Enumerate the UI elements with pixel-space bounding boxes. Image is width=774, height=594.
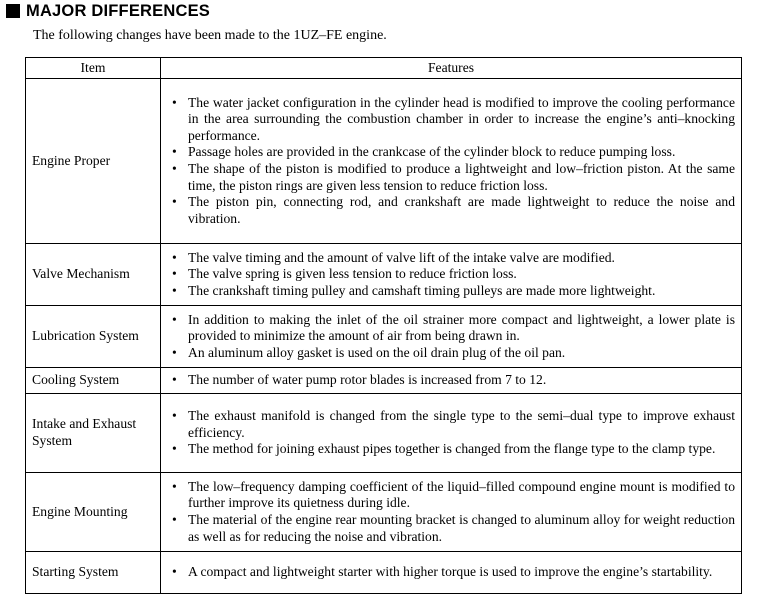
- item-cell: Cooling System: [26, 368, 161, 394]
- item-cell: Lubrication System: [26, 306, 161, 368]
- list-item: • The piston pin, connecting rod, and crankshaft are made lightweight to reduce the noise and vibration.: [161, 194, 735, 227]
- feature-list: [161, 564, 735, 581]
- feature-list: [161, 479, 735, 545]
- list-item: • The valve spring is given less tension to reduce friction loss.: [161, 266, 735, 283]
- differences-table: [25, 57, 742, 594]
- features-cell: [161, 244, 742, 306]
- table-header-row: [26, 58, 742, 79]
- feature-list: [161, 408, 735, 458]
- list-item: • The number of water pump rotor blades is increased from 7 to 12.: [161, 372, 735, 389]
- list-item: • The method for joining exhaust pipes together is changed from the flange type to the clamp type.: [161, 441, 735, 458]
- list-item: • The exhaust manifold is changed from the single type to the semi–dual type to improve exhaust efficiency.: [161, 408, 735, 441]
- list-item: • Passage holes are provided in the crankcase of the cylinder block to reduce pumping loss.: [161, 144, 735, 161]
- item-cell: Valve Mechanism: [26, 244, 161, 306]
- header-features: Features: [161, 58, 742, 79]
- table-row: [26, 244, 742, 306]
- list-item: • An aluminum alloy gasket is used on the oil drain plug of the oil pan.: [161, 345, 735, 362]
- item-cell: Engine Proper: [26, 79, 161, 244]
- feature-list: [161, 312, 735, 362]
- list-item: • The valve timing and the amount of valve lift of the intake valve are modified.: [161, 250, 735, 267]
- features-cell: [161, 306, 742, 368]
- list-item: • The shape of the piston is modified to produce a lightweight and low–friction piston. At the same time, the piston rings are given less tension to reduce friction loss.: [161, 161, 735, 194]
- item-cell: Starting System: [26, 552, 161, 594]
- list-item: • The crankshaft timing pulley and camshaft timing pulleys are made more lightweight.: [161, 283, 735, 300]
- item-cell: Engine Mounting: [26, 473, 161, 552]
- table-row: [26, 394, 742, 473]
- feature-list: [161, 250, 735, 300]
- table-row: [26, 368, 742, 394]
- list-item: • The water jacket configuration in the cylinder head is modified to improve the cooling performance in the area surrounding the combustion chamber in order to increase the engine’s anti–knocking performance.: [161, 95, 735, 145]
- table-row: [26, 79, 742, 244]
- list-item: • A compact and lightweight starter with higher torque is used to improve the engine’s startability.: [161, 564, 735, 581]
- square-bullet-icon: [6, 4, 20, 18]
- features-cell: [161, 473, 742, 552]
- header-item: Item: [26, 58, 161, 79]
- item-cell: Intake and Exhaust System: [26, 394, 161, 473]
- section-title: MAJOR DIFFERENCES: [26, 1, 210, 20]
- list-item: • In addition to making the inlet of the oil strainer more compact and lightweight, a lower plate is provided to minimize the amount of air from being drawn in.: [161, 312, 735, 345]
- features-cell: [161, 552, 742, 594]
- list-item: • The material of the engine rear mounting bracket is changed to aluminum alloy for weight reduction as well as for reducing the noise and vibration.: [161, 512, 735, 545]
- table-row: [26, 552, 742, 594]
- features-cell: [161, 368, 742, 394]
- table-row: [26, 473, 742, 552]
- feature-list: [161, 372, 735, 389]
- table-row: [26, 306, 742, 368]
- intro-text: The following changes have been made to the 1UZ–FE engine.: [33, 28, 387, 43]
- features-cell: [161, 394, 742, 473]
- features-cell: [161, 79, 742, 244]
- section-heading: [6, 1, 210, 21]
- feature-list: [161, 95, 735, 228]
- list-item: • The low–frequency damping coefficient of the liquid–filled compound engine mount is modified to further improve its quietness during idle.: [161, 479, 735, 512]
